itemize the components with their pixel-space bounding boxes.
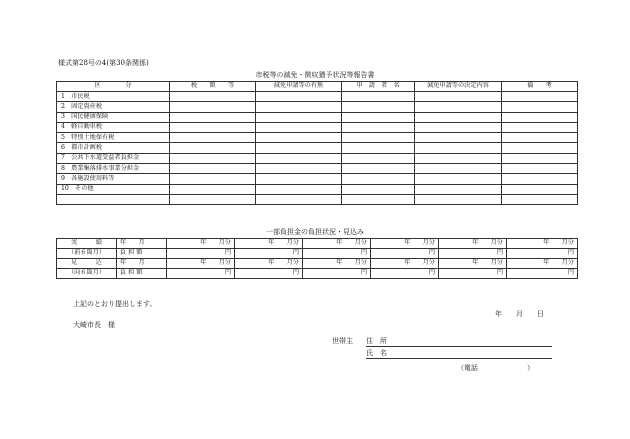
table-row [57, 153, 578, 163]
actual-sub-label: （前６箇月） [57, 249, 117, 259]
header-category: 区 分 [57, 82, 170, 92]
forecast-label: 見 込 [57, 259, 117, 269]
header-application: 減免申請等の有無 [256, 82, 342, 92]
remarks-cell[interactable] [502, 184, 578, 194]
actual-burden-row [57, 249, 578, 259]
table-row [57, 184, 578, 194]
actual-burden-cell[interactable]: 円 [507, 249, 578, 259]
forecast-burden-cell[interactable]: 円 [235, 269, 303, 279]
actual-month-cell[interactable]: 年 月分 [303, 239, 371, 249]
forecast-month-cell[interactable]: 年 月分 [167, 259, 235, 269]
table-row [57, 143, 578, 153]
amount-cell[interactable] [170, 174, 256, 184]
address-field[interactable] [366, 346, 552, 347]
remarks-cell[interactable] [502, 102, 578, 112]
actual-month-cell[interactable]: 年 月分 [439, 239, 507, 249]
applicant-cell[interactable] [342, 153, 415, 163]
decision-cell[interactable] [415, 92, 502, 102]
actual-burden-cell[interactable]: 円 [235, 249, 303, 259]
actual-month-cell[interactable]: 年 月分 [507, 239, 578, 249]
amount-cell[interactable] [170, 133, 256, 143]
remarks-cell[interactable] [502, 143, 578, 153]
forecast-month-cell[interactable]: 年 月分 [507, 259, 578, 269]
address-label: 住 所 [366, 337, 387, 345]
application-cell[interactable] [256, 122, 342, 132]
application-cell[interactable] [256, 133, 342, 143]
forecast-burden-cell[interactable]: 円 [507, 269, 578, 279]
amount-cell[interactable] [170, 92, 256, 102]
remarks-cell[interactable] [502, 174, 578, 184]
decision-cell[interactable] [415, 102, 502, 112]
header-amount: 税 額 等 [170, 82, 256, 92]
forecast-month-row [57, 259, 578, 269]
row-category: 3 国民健康保険 [57, 112, 170, 122]
remarks-cell[interactable] [502, 92, 578, 102]
actual-month-cell[interactable]: 年 月分 [235, 239, 303, 249]
application-cell[interactable] [256, 143, 342, 153]
actual-burden-cell[interactable]: 円 [371, 249, 439, 259]
row-category [57, 194, 170, 204]
table-row [57, 133, 578, 143]
actual-burden-cell[interactable]: 円 [167, 249, 235, 259]
forecast-month-cell[interactable]: 年 月分 [371, 259, 439, 269]
applicant-cell[interactable] [342, 164, 415, 174]
reduction-status-table [56, 81, 578, 205]
forecast-burden-cell[interactable]: 円 [439, 269, 507, 279]
decision-cell[interactable] [415, 143, 502, 153]
subtitle: 一部負担金の負担状況・見込み [266, 228, 364, 236]
table-row [57, 122, 578, 132]
decision-cell[interactable] [415, 133, 502, 143]
decision-cell[interactable] [415, 184, 502, 194]
table-row-blank [57, 194, 578, 204]
applicant-cell[interactable] [342, 102, 415, 112]
applicant-cell[interactable] [342, 184, 415, 194]
header-applicant: 申 請 者 名 [342, 82, 415, 92]
form-number: 様式第28号の4(第30条関係) [58, 59, 149, 67]
blank-cell[interactable] [502, 194, 578, 204]
table-header-row [57, 82, 578, 92]
actual-month-cell[interactable]: 年 月分 [371, 239, 439, 249]
actual-month-row [57, 239, 578, 249]
row-category: 4 軽自動車税 [57, 122, 170, 132]
statement: 上記のとおり提出します。 [73, 300, 157, 308]
application-cell[interactable] [256, 153, 342, 163]
header-remarks: 備 考 [502, 82, 578, 92]
amount-cell[interactable] [170, 143, 256, 153]
forecast-month-header: 年 月 [117, 259, 167, 269]
amount-cell[interactable] [170, 122, 256, 132]
remarks-cell[interactable] [502, 153, 578, 163]
application-cell[interactable] [256, 164, 342, 174]
applicant-cell[interactable] [342, 92, 415, 102]
decision-cell[interactable] [415, 164, 502, 174]
remarks-cell[interactable] [502, 133, 578, 143]
row-category: 6 都市計画税 [57, 143, 170, 153]
decision-cell[interactable] [415, 153, 502, 163]
forecast-burden-row [57, 269, 578, 279]
blank-cell[interactable] [342, 194, 415, 204]
decision-cell[interactable] [415, 122, 502, 132]
forecast-sub-label: （向６箇月） [57, 269, 117, 279]
main-title: 市税等の減免・徴収猶予状況等報告書 [255, 71, 375, 79]
row-category: 1 市民税 [57, 92, 170, 102]
application-cell[interactable] [256, 174, 342, 184]
row-category: 9 各施設使用料等 [57, 174, 170, 184]
addressee: 大崎市長 様 [73, 321, 115, 329]
forecast-month-cell[interactable]: 年 月分 [303, 259, 371, 269]
application-cell[interactable] [256, 112, 342, 122]
applicant-cell[interactable] [342, 112, 415, 122]
decision-cell[interactable] [415, 174, 502, 184]
amount-cell[interactable] [170, 112, 256, 122]
header-decision: 減免申請等の決定内容 [415, 82, 502, 92]
application-cell[interactable] [256, 102, 342, 112]
table-row [57, 112, 578, 122]
amount-cell[interactable] [170, 153, 256, 163]
amount-cell[interactable] [170, 164, 256, 174]
forecast-burden-label: 負 担 額 [117, 269, 167, 279]
forecast-burden-cell[interactable]: 円 [303, 269, 371, 279]
forecast-burden-cell[interactable]: 円 [167, 269, 235, 279]
table-row [57, 92, 578, 102]
table-row [57, 102, 578, 112]
date-label: 年 月 日 [495, 310, 544, 318]
forecast-month-cell[interactable]: 年 月分 [439, 259, 507, 269]
applicant-cell[interactable] [342, 122, 415, 132]
application-cell[interactable] [256, 184, 342, 194]
decision-cell[interactable] [415, 112, 502, 122]
forecast-burden-cell[interactable]: 円 [371, 269, 439, 279]
blank-cell[interactable] [415, 194, 502, 204]
row-category: 8 農業集落排水事業分担金 [57, 164, 170, 174]
actual-label: 実 績 [57, 239, 117, 249]
name-field[interactable] [366, 358, 552, 359]
actual-burden-label: 負 担 額 [117, 249, 167, 259]
row-category: 10 その他 [57, 184, 170, 194]
phone-label: （電話 ） [457, 364, 534, 372]
actual-burden-cell[interactable]: 円 [303, 249, 371, 259]
applicant-cell[interactable] [342, 143, 415, 153]
blank-cell[interactable] [256, 194, 342, 204]
row-category: 7 公共下水道受益者負担金 [57, 153, 170, 163]
remarks-cell[interactable] [502, 122, 578, 132]
blank-cell[interactable] [170, 194, 256, 204]
applicant-cell[interactable] [342, 133, 415, 143]
actual-burden-cell[interactable]: 円 [439, 249, 507, 259]
remarks-cell[interactable] [502, 112, 578, 122]
amount-cell[interactable] [170, 102, 256, 112]
row-category: 5 特別土地保有税 [57, 133, 170, 143]
burden-status-table [56, 238, 578, 279]
actual-month-cell[interactable]: 年 月分 [167, 239, 235, 249]
actual-month-header: 年 月 [117, 239, 167, 249]
applicant-cell[interactable] [342, 174, 415, 184]
forecast-month-cell[interactable]: 年 月分 [235, 259, 303, 269]
remarks-cell[interactable] [502, 164, 578, 174]
table-row [57, 174, 578, 184]
application-cell[interactable] [256, 92, 342, 102]
name-label: 氏 名 [366, 349, 387, 357]
row-category: 2 固定資産税 [57, 102, 170, 112]
household-head-label: 世帯主 [332, 337, 353, 345]
amount-cell[interactable] [170, 184, 256, 194]
table-row [57, 164, 578, 174]
